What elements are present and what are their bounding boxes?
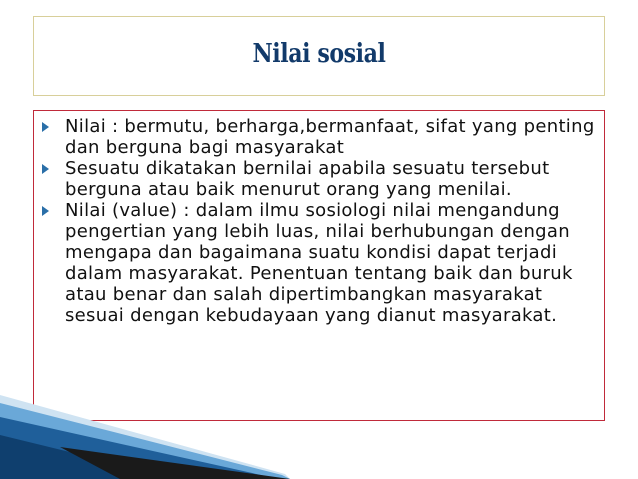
triangle-bullet-icon bbox=[42, 206, 49, 216]
bullet-item bbox=[42, 200, 598, 326]
title-box bbox=[33, 16, 605, 96]
triangle-bullet-icon bbox=[42, 122, 49, 132]
bullet-text: Sesuatu dikatakan bernilai apabila sesuatu tersebut berguna atau baik menurut orang yang menilai. bbox=[65, 158, 550, 200]
slide-title: Nilai sosial bbox=[252, 39, 386, 69]
content-box bbox=[33, 110, 605, 421]
bullet-text: Nilai : bermutu, berharga,bermanfaat, sifat yang penting dan berguna bagi masyarakat bbox=[65, 116, 595, 158]
triangle-bullet-icon bbox=[42, 164, 49, 174]
bullet-item bbox=[42, 116, 598, 158]
bullet-item bbox=[42, 158, 598, 200]
corner-decoration bbox=[0, 395, 290, 479]
bullet-list bbox=[42, 116, 598, 326]
bullet-text: Nilai (value) : dalam ilmu sosiologi nilai mengandung pengertian yang lebih luas, nilai berhubungan dengan mengapa dan bagaimana suatu kondisi dapat terjadi dalam masyarakat. Penentuan tentang baik dan buruk atau benar dan salah dipertimbangkan masyarakat sesuai dengan kebudayaan yang dianut masyarakat. bbox=[65, 200, 573, 326]
